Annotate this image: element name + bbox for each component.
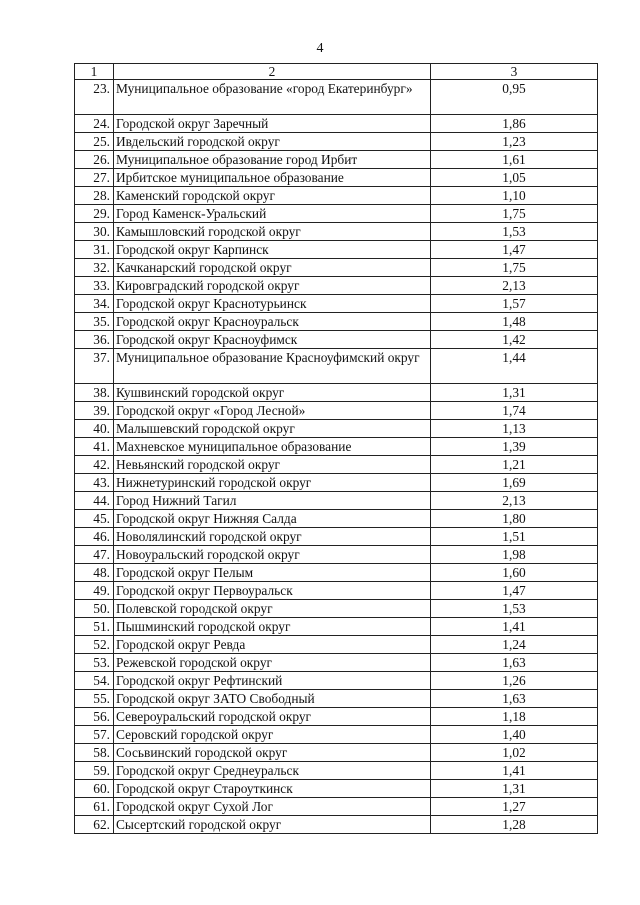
municipality-name-cell: Пышминский городской округ [114,618,431,636]
coefficient-value-cell: 1,60 [431,564,598,582]
row-number-cell: 58. [75,744,114,762]
coefficient-value-cell: 1,48 [431,313,598,331]
row-number-cell: 36. [75,331,114,349]
coefficient-value-cell: 1,74 [431,402,598,420]
table-row [75,133,598,151]
row-number-cell: 30. [75,223,114,241]
municipality-name-cell: Муниципальное образование «город Екатеринбург» [114,80,431,115]
coefficient-value-cell: 2,13 [431,277,598,295]
row-number-cell: 50. [75,600,114,618]
municipality-name-cell: Режевской городской округ [114,654,431,672]
table-row [75,295,598,313]
table-body [75,64,598,834]
table-row [75,223,598,241]
coefficient-value-cell: 1,53 [431,600,598,618]
coefficient-value-cell: 1,51 [431,528,598,546]
coefficient-value-cell: 1,28 [431,816,598,834]
municipality-name-cell: Городской округ Сухой Лог [114,798,431,816]
coefficient-value-cell: 1,26 [431,672,598,690]
row-number-cell: 32. [75,259,114,277]
table-row [75,492,598,510]
row-number-cell: 40. [75,420,114,438]
table-row [75,151,598,169]
coefficient-value-cell: 1,39 [431,438,598,456]
coefficient-value-cell: 1,41 [431,618,598,636]
row-number-cell: 57. [75,726,114,744]
municipality-name-cell: Малышевский городской округ [114,420,431,438]
coefficient-value-cell: 0,95 [431,80,598,115]
table-row [75,456,598,474]
table-row [75,402,598,420]
row-number-cell: 53. [75,654,114,672]
table-header-row [75,64,598,80]
coefficient-value-cell: 1,42 [431,331,598,349]
municipality-name-cell: Ирбитское муниципальное образование [114,169,431,187]
row-number-cell: 39. [75,402,114,420]
row-number-cell: 38. [75,384,114,402]
row-number-cell: 27. [75,169,114,187]
coefficient-value-cell: 1,18 [431,708,598,726]
table-row [75,600,598,618]
row-number-cell: 29. [75,205,114,223]
table-row [75,726,598,744]
table-row [75,313,598,331]
row-number-cell: 62. [75,816,114,834]
row-number-cell: 52. [75,636,114,654]
row-number-cell: 26. [75,151,114,169]
row-number-cell: 25. [75,133,114,151]
table-row [75,690,598,708]
coefficient-value-cell: 1,31 [431,384,598,402]
table-row [75,80,598,115]
table-row [75,115,598,133]
table-row [75,349,598,384]
municipality-name-cell: Городской округ Рефтинский [114,672,431,690]
municipality-name-cell: Городской округ ЗАТО Свободный [114,690,431,708]
row-number-cell: 59. [75,762,114,780]
municipality-name-cell: Городской округ Староуткинск [114,780,431,798]
municipality-name-cell: Невьянский городской округ [114,456,431,474]
row-number-cell: 46. [75,528,114,546]
table-row [75,259,598,277]
municipality-name-cell: Городской округ Среднеуральск [114,762,431,780]
row-number-cell: 48. [75,564,114,582]
municipality-name-cell: Городской округ Краснотурьинск [114,295,431,313]
municipality-name-cell: Городской округ Красноуфимск [114,331,431,349]
table-row [75,384,598,402]
coefficient-value-cell: 1,63 [431,690,598,708]
coefficient-value-cell: 1,40 [431,726,598,744]
table-row [75,474,598,492]
row-number-cell: 31. [75,241,114,259]
municipality-name-cell: Кушвинский городской округ [114,384,431,402]
coefficient-value-cell: 1,63 [431,654,598,672]
table-row [75,420,598,438]
table-row [75,708,598,726]
municipality-name-cell: Городской округ Карпинск [114,241,431,259]
row-number-cell: 42. [75,456,114,474]
table-row [75,241,598,259]
row-number-cell: 43. [75,474,114,492]
municipality-name-cell: Махневское муниципальное образование [114,438,431,456]
row-number-cell: 35. [75,313,114,331]
table-row [75,582,598,600]
coefficient-value-cell: 1,61 [431,151,598,169]
table-row [75,187,598,205]
table-row [75,672,598,690]
row-number-cell: 37. [75,349,114,384]
coefficient-value-cell: 1,53 [431,223,598,241]
coefficient-value-cell: 1,02 [431,744,598,762]
table-row [75,205,598,223]
row-number-cell: 23. [75,80,114,115]
municipality-name-cell: Ивдельский городской округ [114,133,431,151]
coefficient-value-cell: 1,44 [431,349,598,384]
row-number-cell: 45. [75,510,114,528]
coefficients-table [74,63,598,834]
municipality-name-cell: Полевской городской округ [114,600,431,618]
coefficient-value-cell: 1,80 [431,510,598,528]
row-number-cell: 49. [75,582,114,600]
municipality-name-cell: Североуральский городской округ [114,708,431,726]
page-number: 4 [316,41,324,56]
table-row [75,331,598,349]
table-row [75,618,598,636]
coefficient-value-cell: 1,69 [431,474,598,492]
row-number-cell: 61. [75,798,114,816]
coefficient-value-cell: 1,31 [431,780,598,798]
coefficient-value-cell: 1,57 [431,295,598,313]
row-number-cell: 56. [75,708,114,726]
municipality-name-cell: Городской округ Ревда [114,636,431,654]
table-row [75,564,598,582]
coefficient-value-cell: 1,47 [431,582,598,600]
coefficient-value-cell: 1,41 [431,762,598,780]
coefficient-value-cell: 1,75 [431,205,598,223]
table-row [75,816,598,834]
row-number-cell: 34. [75,295,114,313]
coefficient-value-cell: 1,13 [431,420,598,438]
coefficient-value-cell: 1,24 [431,636,598,654]
table-row [75,780,598,798]
row-number-cell: 47. [75,546,114,564]
table-row [75,744,598,762]
coefficient-value-cell: 1,05 [431,169,598,187]
municipality-name-cell: Городской округ Заречный [114,115,431,133]
municipality-name-cell: Городской округ Первоуральск [114,582,431,600]
municipality-name-cell: Кировградский городской округ [114,277,431,295]
table-row [75,277,598,295]
municipality-name-cell: Городской округ «Город Лесной» [114,402,431,420]
row-number-cell: 24. [75,115,114,133]
coefficient-value-cell: 1,47 [431,241,598,259]
municipality-name-cell: Нижнетуринский городской округ [114,474,431,492]
table-row [75,654,598,672]
coefficient-value-cell: 1,27 [431,798,598,816]
coefficient-value-cell: 1,10 [431,187,598,205]
municipality-name-cell: Сосьвинский городской округ [114,744,431,762]
coefficient-value-cell: 2,13 [431,492,598,510]
municipality-name-cell: Городской округ Красноуральск [114,313,431,331]
row-number-cell: 51. [75,618,114,636]
header-cell-name: 2 [114,64,431,80]
municipality-name-cell: Камышловский городской округ [114,223,431,241]
header-cell-number: 1 [75,64,114,80]
coefficient-value-cell: 1,23 [431,133,598,151]
row-number-cell: 60. [75,780,114,798]
municipality-name-cell: Серовский городской округ [114,726,431,744]
municipality-name-cell: Новоуральский городской округ [114,546,431,564]
row-number-cell: 28. [75,187,114,205]
municipality-name-cell: Город Нижний Тагил [114,492,431,510]
municipality-name-cell: Муниципальное образование Красноуфимский округ [114,349,431,384]
coefficient-value-cell: 1,21 [431,456,598,474]
row-number-cell: 44. [75,492,114,510]
table-row [75,762,598,780]
coefficient-value-cell: 1,98 [431,546,598,564]
municipality-name-cell: Каменский городской округ [114,187,431,205]
municipality-name-cell: Муниципальное образование город Ирбит [114,151,431,169]
municipality-name-cell: Сысертский городской округ [114,816,431,834]
row-number-cell: 54. [75,672,114,690]
table-row [75,438,598,456]
municipality-name-cell: Новолялинский городской округ [114,528,431,546]
table-row [75,798,598,816]
municipality-name-cell: Качканарский городской округ [114,259,431,277]
row-number-cell: 41. [75,438,114,456]
table-row [75,510,598,528]
header-cell-value: 3 [431,64,598,80]
municipality-name-cell: Городской округ Пелым [114,564,431,582]
coefficient-value-cell: 1,86 [431,115,598,133]
table-row [75,528,598,546]
row-number-cell: 33. [75,277,114,295]
municipality-name-cell: Городской округ Нижняя Салда [114,510,431,528]
row-number-cell: 55. [75,690,114,708]
table-row [75,546,598,564]
table-row [75,169,598,187]
coefficient-value-cell: 1,75 [431,259,598,277]
table-row [75,636,598,654]
municipality-name-cell: Город Каменск-Уральский [114,205,431,223]
